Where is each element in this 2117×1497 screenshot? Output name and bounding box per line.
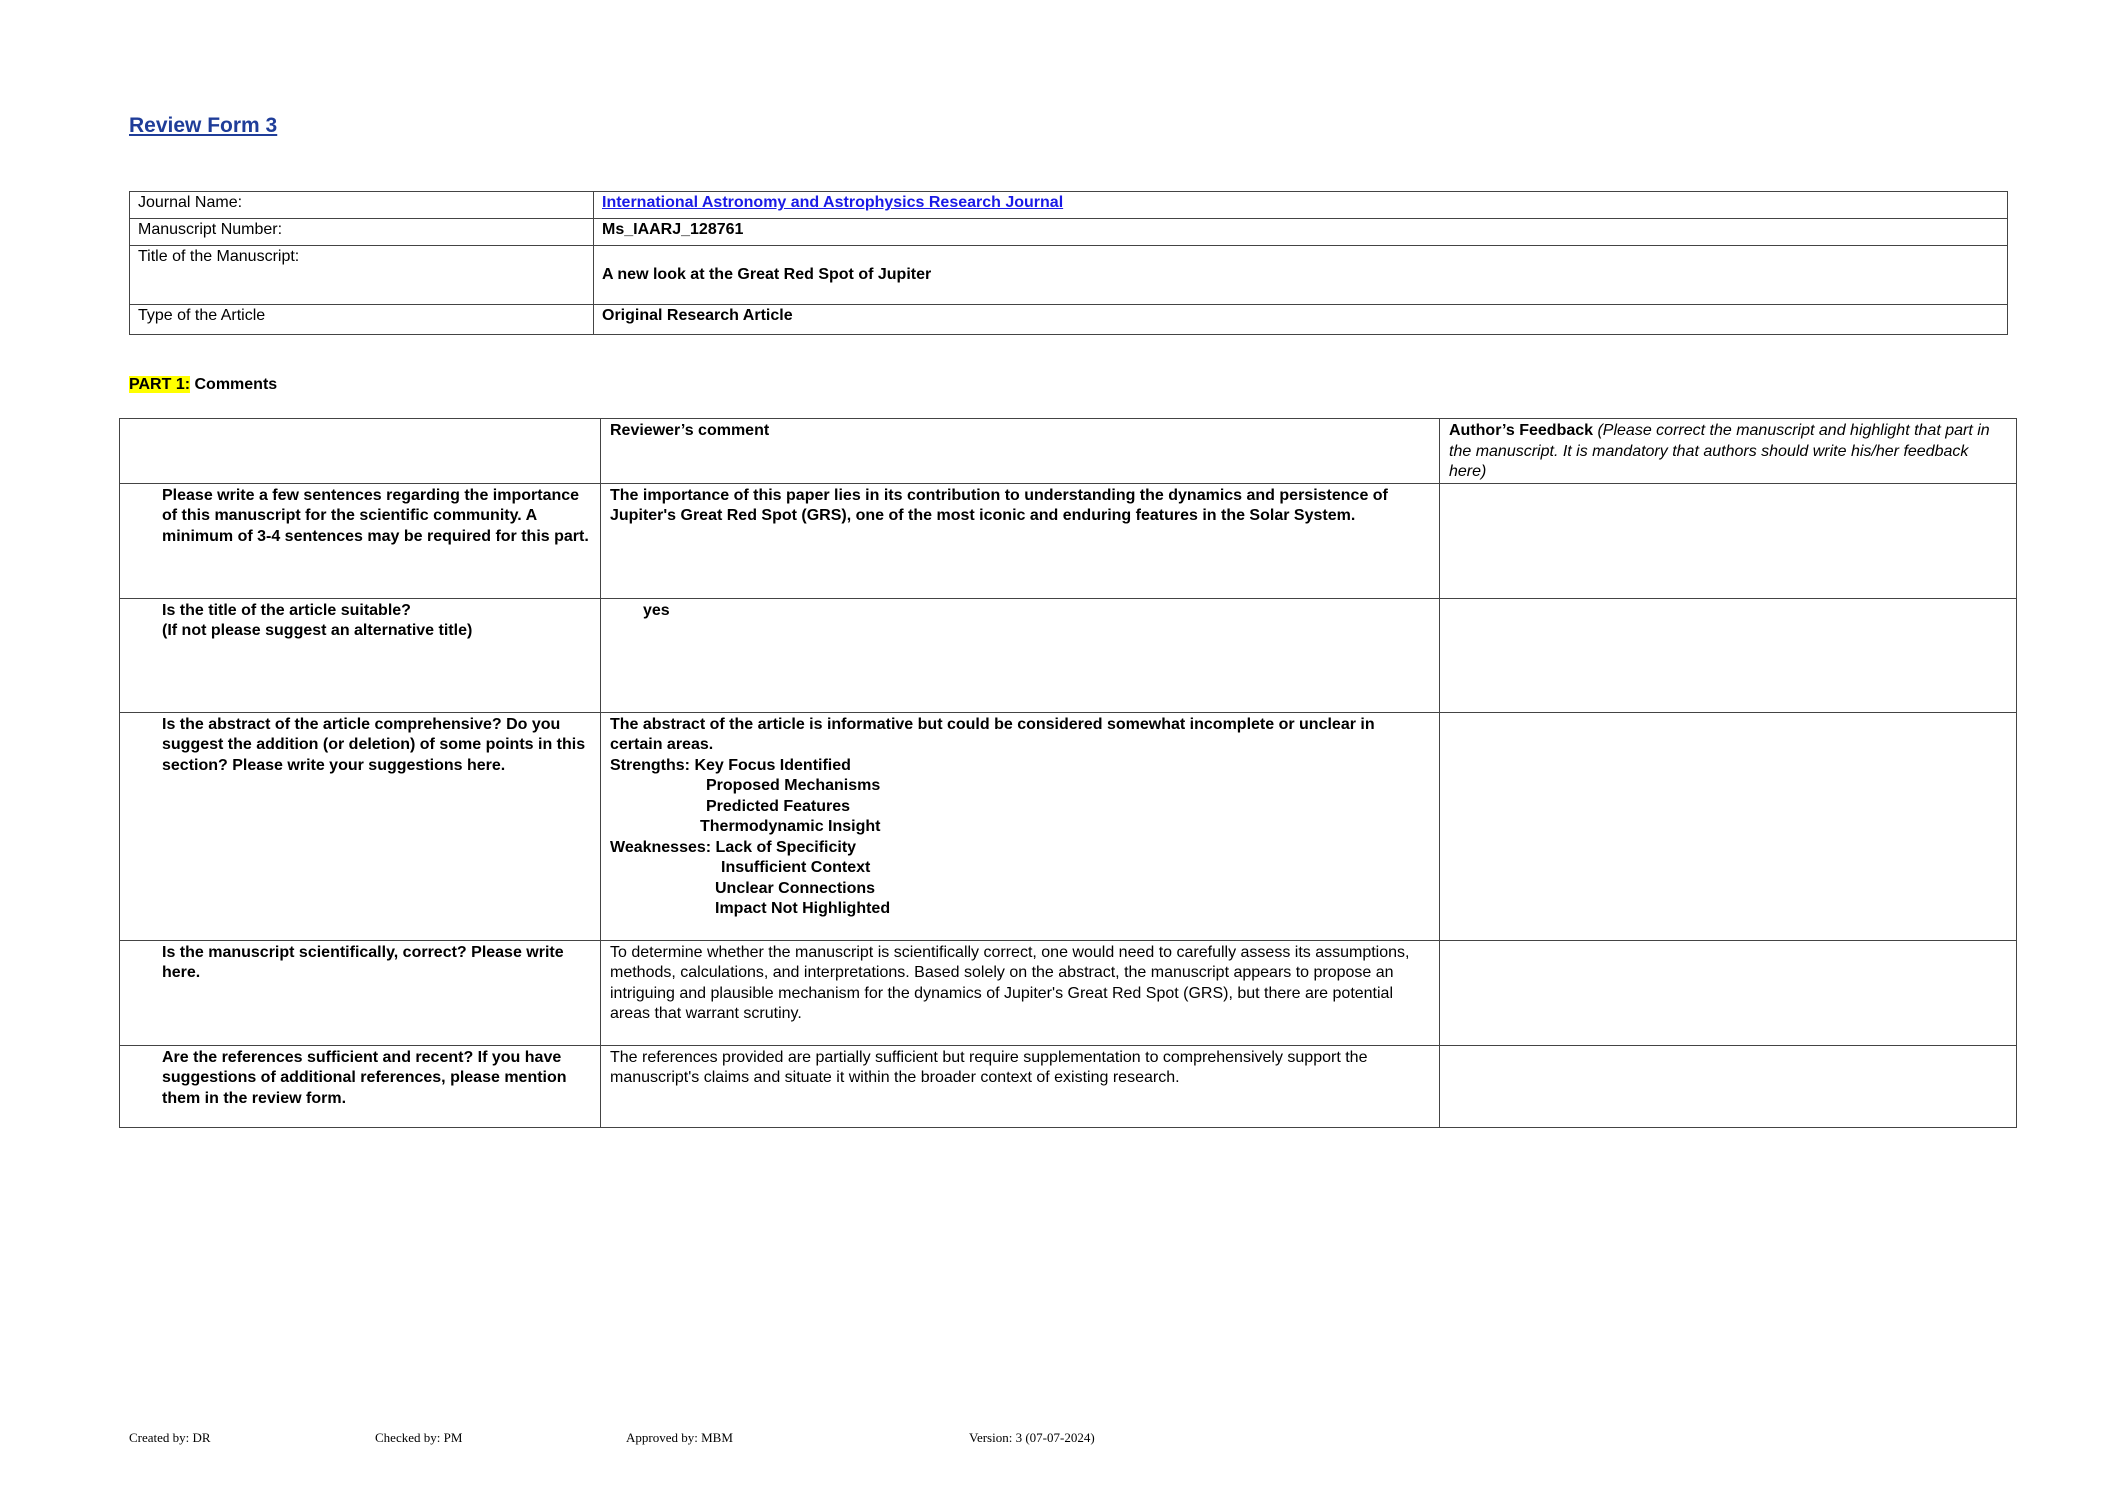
reviewer-answer: The references provided are partially sufficient but require supplementation to comprehensively support the manuscript's claims and situate it within the broader context of existing research.: [601, 1045, 1440, 1127]
question: Is the abstract of the article comprehensive? Do you suggest the addition (or deletion) of some points in this section? Please write your suggestions here.: [120, 712, 601, 940]
manuscript-info-table: [129, 191, 2008, 335]
author-feedback-cell[interactable]: [1440, 483, 2017, 598]
table-row: [120, 598, 2017, 712]
manuscript-title-row: [130, 246, 2008, 305]
form-title: Review Form 3: [129, 114, 278, 137]
answer-line: Thermodynamic Insight: [700, 818, 881, 835]
question: Is the manuscript scientifically, correct? Please write here.: [120, 940, 601, 1045]
answer-line: Unclear Connections: [715, 879, 876, 897]
part-label: PART 1:: [129, 376, 191, 393]
comments-header-row: [120, 419, 2017, 484]
author-feedback-title: Author’s Feedback: [1449, 422, 1594, 439]
table-row: [120, 940, 2017, 1045]
author-feedback-cell[interactable]: [1440, 1045, 2017, 1127]
journal-label: Journal Name:: [130, 192, 594, 219]
author-feedback-cell[interactable]: [1440, 940, 2017, 1045]
question: Please write a few sentences regarding the importance of this manuscript for the scientific community. A minimum of 3-4 sentences may be required for this part.: [120, 483, 601, 598]
table-row: [120, 712, 2017, 940]
footer-approved: Approved by: MBM: [626, 1430, 733, 1445]
footer-created: Created by: DR: [129, 1430, 211, 1445]
answer-line: Predicted Features: [706, 797, 851, 815]
table-row: [120, 1045, 2017, 1127]
question-line: Is the title of the article suitable?: [162, 601, 411, 619]
journal-link[interactable]: International Astronomy and Astrophysics Research Journal: [602, 194, 1064, 211]
answer-line: Insufficient Context: [721, 859, 871, 876]
table-row: [120, 483, 2017, 598]
reviewer-answer: [601, 598, 1440, 712]
reviewer-answer: To determine whether the manuscript is scientifically correct, one would need to carefully assess its assumptions, methods, calculations, and interpretations. Based solely on the abstract, the manuscript appears to propose an intriguing and plausible mechanism for the dynamics of Jupiter's Great Red Spot (GRS), but there are potential areas that warrant scrutiny.: [601, 940, 1440, 1045]
author-feedback-cell[interactable]: [1440, 712, 2017, 940]
footer-version: Version: 3 (07-07-2024): [969, 1430, 1095, 1445]
manuscript-number-row: [130, 219, 2008, 246]
answer-text: yes: [643, 601, 670, 619]
author-feedback-header: [1440, 419, 2017, 484]
question: [120, 598, 601, 712]
author-feedback-note: (Please correct the manuscript and highlight that part in the manuscript. It is mandatory that authors should write his/her feedback here): [1449, 422, 1990, 480]
part-heading: [129, 376, 277, 394]
question-line: (If not please suggest an alternative title): [162, 622, 473, 639]
answer-line: Impact Not Highlighted: [715, 900, 891, 917]
article-type-label: Type of the Article: [130, 305, 594, 335]
reviewer-answer: The importance of this paper lies in its contribution to understanding the dynamics and persistence of Jupiter's Great Red Spot (GRS), one of the most iconic and enduring features in the Solar System.: [601, 483, 1440, 598]
answer-line: Strengths: Key Focus Identified: [610, 756, 851, 774]
article-type-row: [130, 305, 2008, 335]
footer-checked: Checked by: PM: [375, 1430, 463, 1445]
article-type-value: Original Research Article: [594, 305, 2008, 335]
answer-line: Proposed Mechanisms: [706, 777, 881, 794]
reviewer-answer: [601, 712, 1440, 940]
manuscript-number-value: Ms_IAARJ_128761: [594, 219, 2008, 246]
author-feedback-cell[interactable]: [1440, 598, 2017, 712]
part-title: Comments: [190, 376, 278, 393]
answer-line: Weaknesses: Lack of Specificity: [610, 838, 857, 856]
manuscript-title-value: A new look at the Great Red Spot of Jupiter: [594, 246, 2008, 305]
journal-row: [130, 192, 2008, 219]
question: Are the references sufficient and recent? If you have suggestions of additional references, please mention them in the review form.: [120, 1045, 601, 1127]
answer-line: The abstract of the article is informative but could be considered somewhat incomplete or unclear in certain areas.: [610, 715, 1375, 753]
reviewer-comment-header: Reviewer’s comment: [601, 419, 1440, 484]
manuscript-title-label: Title of the Manuscript:: [130, 246, 594, 305]
comments-table: [119, 418, 2017, 1128]
manuscript-number-label: Manuscript Number:: [130, 219, 594, 246]
